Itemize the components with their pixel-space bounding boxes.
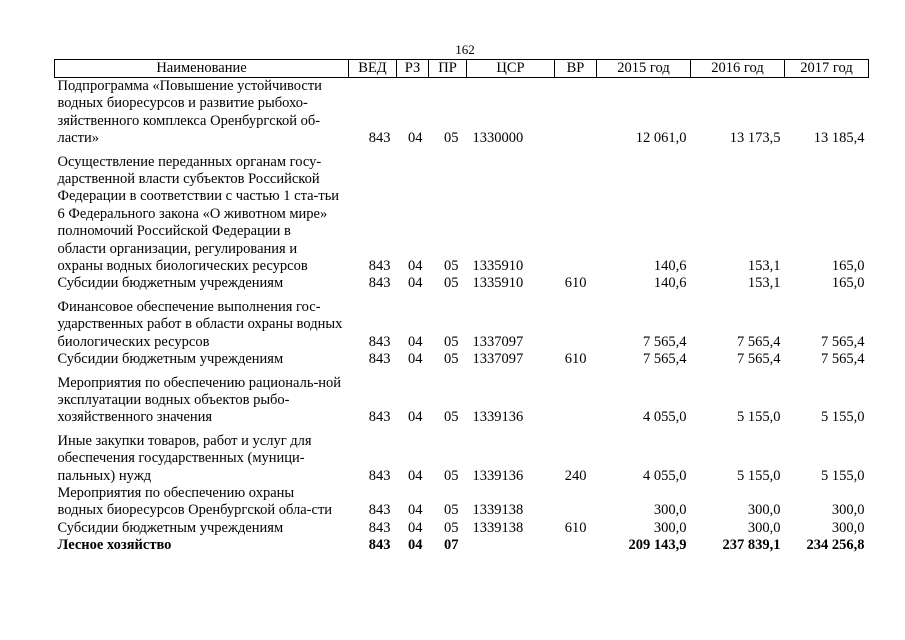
header-2016: 2016 год xyxy=(691,60,785,78)
cell-2015: 7 565,4 xyxy=(643,351,687,368)
cell-rz: 04 xyxy=(408,333,423,350)
table-row xyxy=(55,485,869,520)
cell-csr xyxy=(467,537,555,554)
cell-2016: 5 155,0 xyxy=(737,409,781,426)
cell-2016: 153,1 xyxy=(747,275,781,292)
cell-2015: 209 143,9 xyxy=(628,537,687,554)
cell-2016: 153,1 xyxy=(747,258,781,275)
cell-ved: 843 xyxy=(368,351,391,368)
cell-rz: 04 xyxy=(408,467,423,484)
cell-pr: 05 xyxy=(444,519,459,536)
cell-rz: 04 xyxy=(408,537,423,554)
cell-pr: 05 xyxy=(444,275,459,292)
table-row xyxy=(55,275,869,292)
cell-pr: 05 xyxy=(444,258,459,275)
cell-csr: 1330000 xyxy=(472,130,524,147)
budget-table xyxy=(54,59,869,555)
table-row xyxy=(55,154,869,276)
cell-vr xyxy=(555,537,597,554)
header-rz: РЗ xyxy=(397,60,429,78)
cell-2016: 13 173,5 xyxy=(729,130,781,147)
cell-2017: 5 155,0 xyxy=(821,409,865,426)
cell-name: Иные закупки товаров, работ и услуг для обеспечения государственных (муници-пальных) нужд xyxy=(57,432,312,484)
cell-name: Субсидии бюджетным учреждениям xyxy=(57,519,284,536)
header-2017: 2017 год xyxy=(785,60,869,78)
cell-name: Субсидии бюджетным учреждениям xyxy=(57,275,284,292)
cell-csr: 1339136 xyxy=(472,467,524,484)
table-row xyxy=(55,433,869,485)
table-row xyxy=(55,537,869,554)
cell-2016: 300,0 xyxy=(747,502,781,519)
cell-ved: 843 xyxy=(368,467,391,484)
cell-pr: 05 xyxy=(444,333,459,350)
cell-2017: 5 155,0 xyxy=(821,467,865,484)
cell-pr: 05 xyxy=(444,502,459,519)
cell-vr: 610 xyxy=(564,275,587,292)
cell-2017: 234 256,8 xyxy=(806,537,865,554)
cell-2017: 13 185,4 xyxy=(813,130,865,147)
header-name: Наименование xyxy=(55,60,349,78)
cell-csr: 1337097 xyxy=(472,351,524,368)
cell-vr: 610 xyxy=(564,519,587,536)
cell-2016: 300,0 xyxy=(747,519,781,536)
table-row xyxy=(55,351,869,368)
cell-2016: 7 565,4 xyxy=(737,333,781,350)
cell-name: Финансовое обеспечение выполнения гос-ударственных работ в области охраны водных биологических ресурсов xyxy=(57,298,343,350)
cell-csr: 1339138 xyxy=(472,502,524,519)
header-2015: 2015 год xyxy=(597,60,691,78)
cell-2016: 5 155,0 xyxy=(737,467,781,484)
cell-2015: 140,6 xyxy=(653,258,687,275)
cell-rz: 04 xyxy=(408,130,423,147)
cell-2015: 140,6 xyxy=(653,275,687,292)
cell-2017: 165,0 xyxy=(831,275,865,292)
cell-ved: 843 xyxy=(368,502,391,519)
cell-2017: 165,0 xyxy=(831,258,865,275)
cell-2016: 7 565,4 xyxy=(737,351,781,368)
cell-name: Мероприятия по обеспечению рациональ-ной эксплуатации водных объектов рыбо-хозяйственного значения xyxy=(57,374,342,426)
cell-vr xyxy=(555,299,597,351)
cell-2016: 237 839,1 xyxy=(722,537,781,554)
cell-pr: 07 xyxy=(444,537,459,554)
table-row xyxy=(55,299,869,351)
cell-rz: 04 xyxy=(408,258,423,275)
cell-vr xyxy=(555,485,597,520)
cell-vr xyxy=(555,375,597,427)
cell-2015: 300,0 xyxy=(653,502,687,519)
cell-2017: 300,0 xyxy=(831,519,865,536)
cell-ved: 843 xyxy=(368,409,391,426)
cell-csr: 1335910 xyxy=(472,275,524,292)
cell-name: Мероприятия по обеспечению охраны водных биоресурсов Оренбургской обла-сти xyxy=(57,484,333,519)
table-row xyxy=(55,375,869,427)
cell-rz: 04 xyxy=(408,502,423,519)
cell-vr: 240 xyxy=(564,467,587,484)
table-row xyxy=(55,520,869,537)
cell-pr: 05 xyxy=(444,130,459,147)
cell-2017: 7 565,4 xyxy=(821,351,865,368)
cell-rz: 04 xyxy=(408,519,423,536)
cell-ved: 843 xyxy=(368,519,391,536)
cell-name: Лесное хозяйство xyxy=(57,537,172,554)
cell-vr xyxy=(555,154,597,276)
cell-csr: 1335910 xyxy=(472,258,524,275)
cell-vr xyxy=(555,78,597,148)
cell-rz: 04 xyxy=(408,409,423,426)
table-body xyxy=(55,78,869,555)
cell-2017: 300,0 xyxy=(831,502,865,519)
cell-2015: 12 061,0 xyxy=(635,130,687,147)
cell-csr: 1339136 xyxy=(472,409,524,426)
cell-2017: 7 565,4 xyxy=(821,333,865,350)
cell-name: Субсидии бюджетным учреждениям xyxy=(57,351,284,368)
cell-name: Осуществление переданных органам госу-дарственной власти субъектов Российской Федерации в соответствии с частью 1 ста-тьи 6 Федерального закона «О животном мире» полномочий Российской Федерации в области организации, регулирования и охраны водных биологических ресурсов xyxy=(57,153,340,275)
cell-pr: 05 xyxy=(444,351,459,368)
cell-ved: 843 xyxy=(368,275,391,292)
header-pr: ПР xyxy=(429,60,467,78)
cell-2015: 4 055,0 xyxy=(643,409,687,426)
page-number: 162 xyxy=(455,42,475,57)
cell-ved: 843 xyxy=(368,333,391,350)
cell-rz: 04 xyxy=(408,275,423,292)
cell-2015: 4 055,0 xyxy=(643,467,687,484)
cell-pr: 05 xyxy=(444,467,459,484)
cell-vr: 610 xyxy=(564,351,587,368)
cell-ved: 843 xyxy=(368,258,391,275)
cell-csr: 1339138 xyxy=(472,519,524,536)
cell-pr: 05 xyxy=(444,409,459,426)
header-vr: ВР xyxy=(555,60,597,78)
header-csr: ЦСР xyxy=(467,60,555,78)
cell-name: Подпрограмма «Повышение устойчивости водных биоресурсов и развитие рыбохо-зяйственного комплекса Оренбургской об-ласти» xyxy=(57,78,322,147)
table-header-row xyxy=(55,60,869,78)
cell-2015: 300,0 xyxy=(653,519,687,536)
cell-rz: 04 xyxy=(408,351,423,368)
cell-ved: 843 xyxy=(368,537,391,554)
header-ved: ВЕД xyxy=(349,60,397,78)
table-row xyxy=(55,78,869,148)
cell-ved: 843 xyxy=(368,130,391,147)
cell-csr: 1337097 xyxy=(472,333,524,350)
cell-2015: 7 565,4 xyxy=(643,333,687,350)
